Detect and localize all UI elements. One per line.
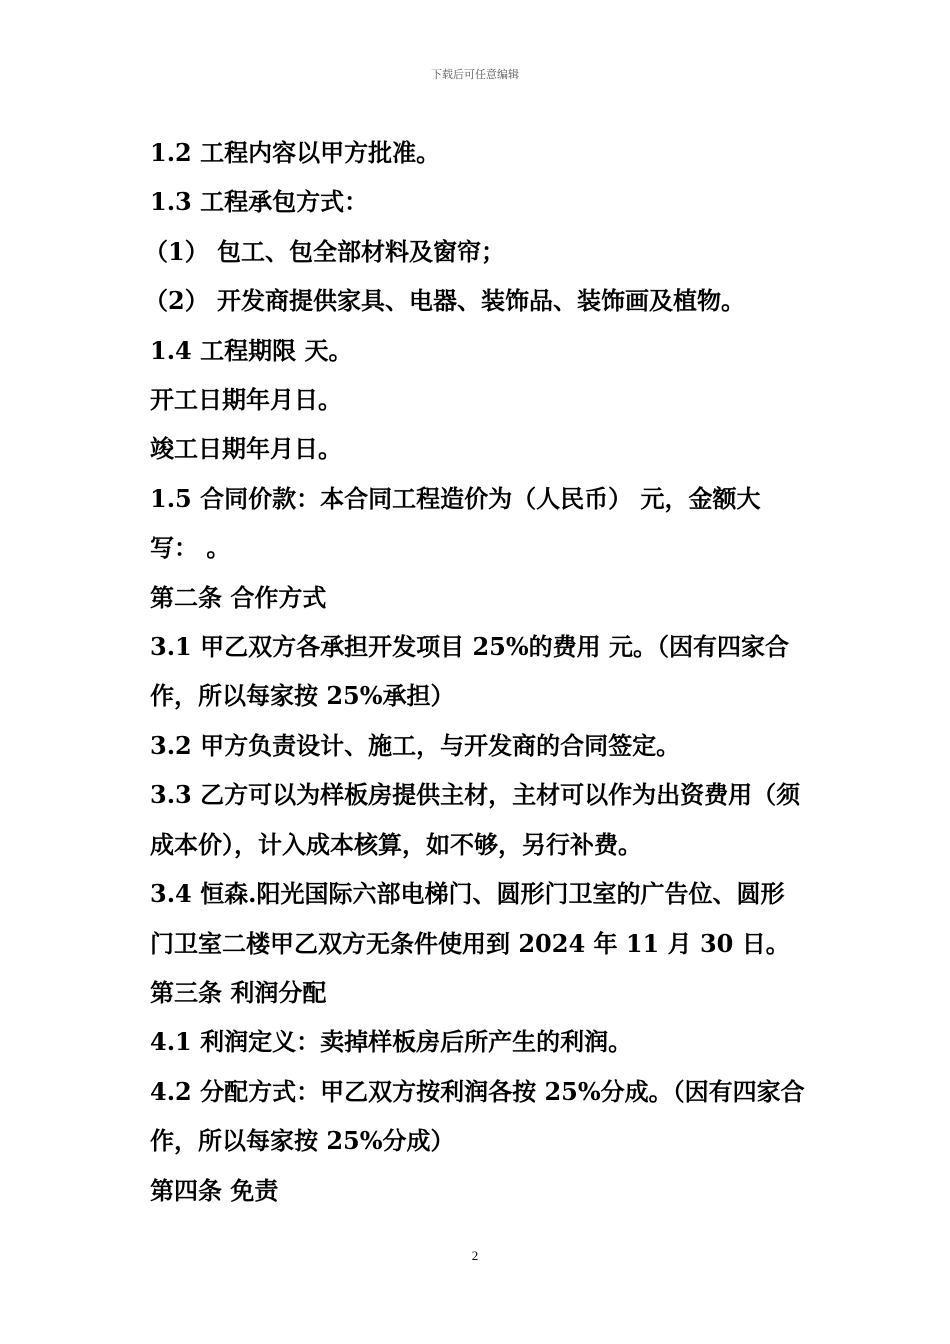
start-date-line: 开工日期年月日。 xyxy=(150,385,342,415)
article-4-heading: 第四条 免责 xyxy=(150,1175,279,1205)
article-2-heading: 第二条 合作方式 xyxy=(150,582,327,612)
article-3-heading: 第三条 利润分配 xyxy=(150,977,327,1007)
document-body xyxy=(144,128,808,1215)
clause-4-2: 4.2 分配方式：甲乙双方按利润各按 25%分成。（因有四家合作，所以每家按 25%分成） xyxy=(150,1076,805,1156)
clause-1-5: 1.5 合同价款：本合同工程造价为（人民币） 元，金额大写： 。 xyxy=(150,483,761,563)
clause-4-1: 4.1 利润定义：卖掉样板房后所产生的利润。 xyxy=(150,1027,633,1057)
page-number: 2 xyxy=(471,1248,479,1263)
page-header: 下载后可任意编辑 xyxy=(431,68,519,81)
clause-1-3-item-1: （1） 包工、包全部材料及窗帘； xyxy=(144,236,506,266)
completion-date-line: 竣工日期年月日。 xyxy=(150,434,342,464)
clause-1-4: 1.4 工程期限 天。 xyxy=(150,335,353,365)
clause-3-3: 3.3 乙方可以为样板房提供主材，主材可以作为出资费用（须成本价），计入成本核算，如不够，另行补费。 xyxy=(150,780,801,859)
clause-1-3: 1.3 工程承包方式： xyxy=(150,187,369,217)
clause-1-3-item-2: （2） 开发商提供家具、电器、装饰品、装饰画及植物。 xyxy=(144,286,746,316)
clause-3-2: 3.2 甲方负责设计、施工，与开发商的合同签定。 xyxy=(150,730,681,760)
clause-1-2: 1.2 工程内容以甲方批准。 xyxy=(150,138,441,167)
clause-3-1: 3.1 甲乙双方各承担开发项目 25%的费用 元。（因有四家合作，所以每家按 25%承担） xyxy=(150,632,790,711)
clause-3-4: 3.4 恒森.阳光国际六部电梯门、圆形门卫室的广告位、圆形门卫室二楼甲乙双方无条件使用到 2024 年 11 月 30 日。 xyxy=(150,879,790,958)
